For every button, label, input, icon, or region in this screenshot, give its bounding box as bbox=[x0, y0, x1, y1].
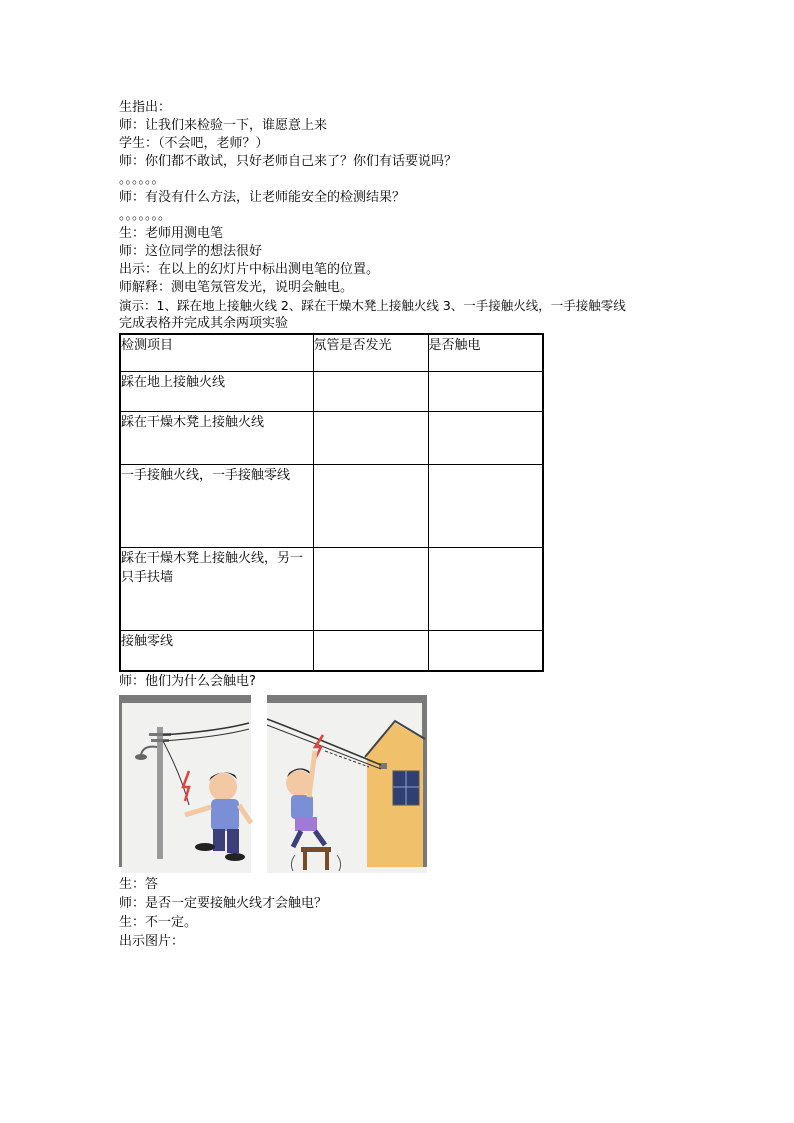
question-line: 师：他们为什么会触电? bbox=[119, 674, 256, 689]
document-page bbox=[119, 99, 699, 951]
text-line: 生：答 bbox=[119, 877, 159, 892]
text-line: 完成表格并完成其余两项实验 bbox=[119, 316, 289, 331]
text-line: 。。。。。。。 bbox=[119, 208, 172, 223]
text-line: 生指出： bbox=[119, 100, 172, 115]
text-line: 出示图片： bbox=[119, 934, 185, 949]
text-line: 师：你们都不敢试，只好老师自己来了？你们有话要说吗？ bbox=[119, 154, 458, 169]
experiment-table bbox=[119, 333, 544, 672]
text-line: 师：是否一定要接触火线才会触电？ bbox=[119, 896, 328, 911]
table-header-cell: 检测项目 bbox=[120, 334, 313, 371]
table-cell[interactable] bbox=[428, 371, 543, 411]
table-cell[interactable] bbox=[428, 547, 543, 630]
table-cell[interactable] bbox=[313, 464, 428, 547]
table-cell[interactable] bbox=[428, 630, 543, 671]
table-cell[interactable] bbox=[313, 630, 428, 671]
text-line: 演示：1、踩在地上接触火线 2、踩在干燥木凳上接触火线 3、一手接触火线，一手接触零线 bbox=[119, 298, 626, 313]
text-line: 师：让我们来检验一下，谁愿意上来 bbox=[119, 118, 328, 133]
table-cell[interactable] bbox=[428, 411, 543, 464]
table-row bbox=[120, 411, 543, 464]
table-header-cell: 是否触电 bbox=[428, 334, 543, 371]
table-header-row bbox=[120, 334, 543, 371]
shock-cartoon-image bbox=[119, 695, 427, 873]
table-row bbox=[120, 547, 543, 630]
table-cell: 接触零线 bbox=[120, 630, 313, 671]
text-line: 学生：（不会吧，老师？） bbox=[119, 136, 269, 151]
dialogue-bottom bbox=[119, 875, 699, 951]
text-line: 出示：在以上的幻灯片中标出测电笔的位置。 bbox=[119, 262, 380, 277]
text-line: 生：老师用测电笔 bbox=[119, 226, 224, 241]
electric-shock-illustration bbox=[119, 695, 427, 873]
dialogue-top bbox=[119, 99, 699, 333]
text-line: 师解释：测电笔氖管发光，说明会触电。 bbox=[119, 280, 354, 295]
table-cell: 踩在干燥木凳上接触火线，另一只手扶墙 bbox=[120, 547, 313, 630]
table-cell[interactable] bbox=[313, 411, 428, 464]
text-line: 师：这位同学的想法很好 bbox=[119, 244, 263, 259]
text-line: 生：不一定。 bbox=[119, 915, 198, 930]
text-line: 。。。。。。 bbox=[119, 172, 165, 187]
table-cell: 踩在干燥木凳上接触火线 bbox=[120, 411, 313, 464]
table-cell[interactable] bbox=[313, 371, 428, 411]
table-cell: 踩在地上接触火线 bbox=[120, 371, 313, 411]
table-row bbox=[120, 630, 543, 671]
table-row bbox=[120, 464, 543, 547]
table-cell: 一手接触火线，一手接触零线 bbox=[120, 464, 313, 547]
table-header-cell: 氖管是否发光 bbox=[313, 334, 428, 371]
table-cell[interactable] bbox=[428, 464, 543, 547]
table-row bbox=[120, 371, 543, 411]
table-cell[interactable] bbox=[313, 547, 428, 630]
text-line: 师：有没有什么方法，让老师能安全的检测结果？ bbox=[119, 190, 406, 205]
